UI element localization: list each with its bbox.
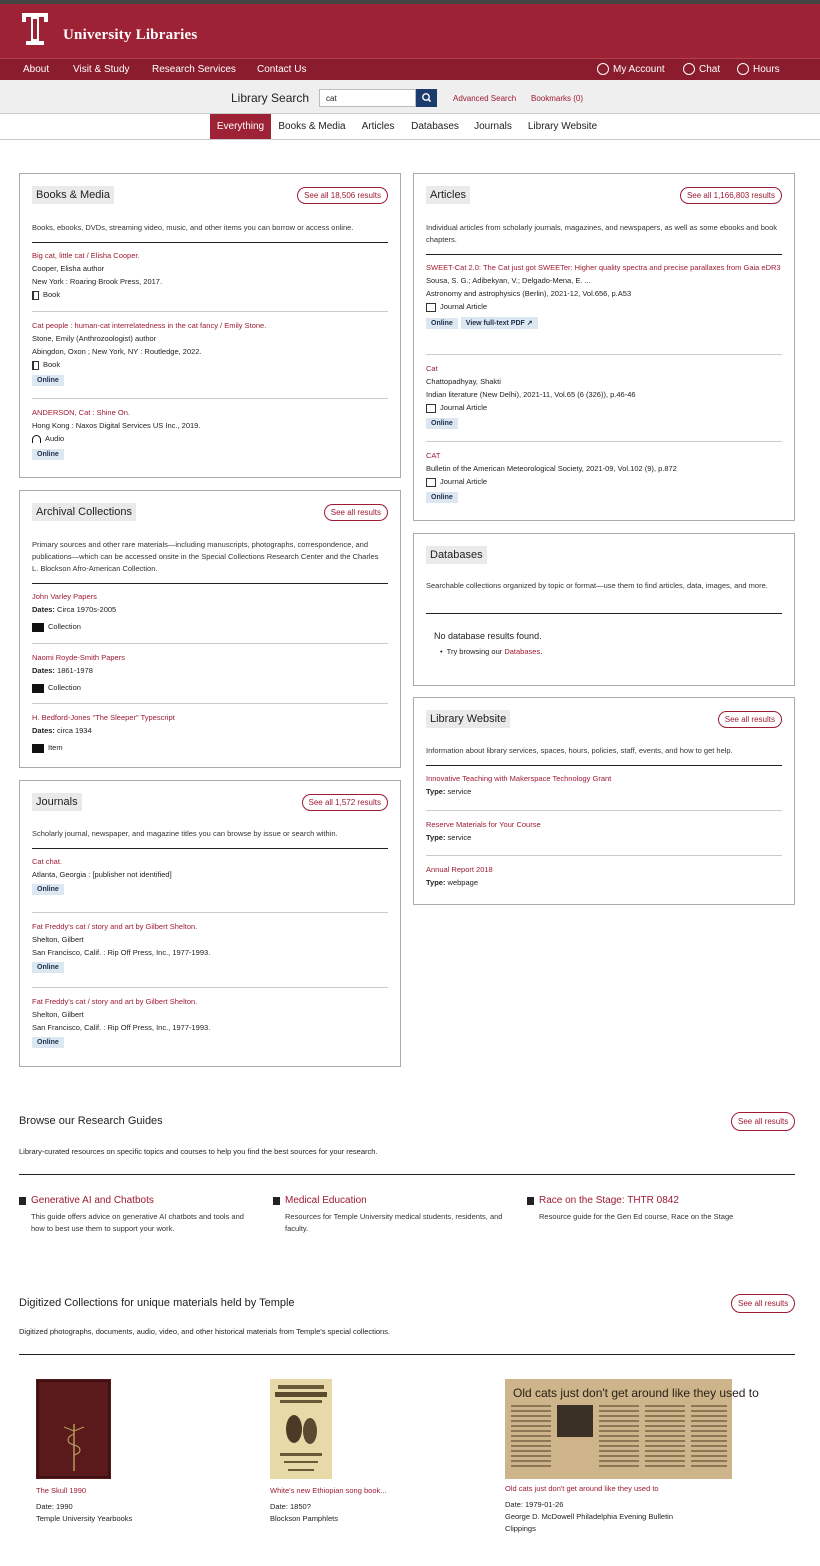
- digitized-title-link[interactable]: Old cats just don't get around like they used to: [505, 1484, 659, 1493]
- result-type: [426, 401, 782, 415]
- archive-box-icon: [32, 623, 44, 632]
- type-label: Type:: [426, 833, 446, 842]
- panel-divider: [426, 613, 782, 614]
- result-type-label: Collection: [48, 683, 81, 692]
- dates-value: 1861-1978: [57, 666, 93, 675]
- tab-books-media[interactable]: Books & Media: [278, 121, 346, 132]
- tab-journals[interactable]: Journals: [474, 121, 512, 132]
- hours-label: Hours: [753, 63, 780, 75]
- panel-title: Books & Media: [32, 186, 114, 204]
- online-badge[interactable]: Online: [32, 375, 64, 386]
- panel-divider: [32, 848, 388, 849]
- result-title-link[interactable]: Innovative Teaching with Makerspace Technology Grant: [426, 774, 612, 783]
- list-item: [426, 855, 782, 889]
- tab-library-website[interactable]: Library Website: [527, 121, 598, 132]
- result-title-link[interactable]: Naomi Royde-Smith Papers: [32, 653, 125, 662]
- tab-articles[interactable]: Articles: [361, 121, 395, 132]
- result-publisher: Indian literature (New Delhi), 2021-11, Vol.65 (6 (326)), p.46-46: [426, 390, 636, 399]
- journal-icon: [426, 404, 436, 413]
- browse-databases-hint: • Try browsing our Databases.: [440, 647, 543, 656]
- list-item: [426, 773, 782, 798]
- list-item: [426, 441, 782, 503]
- databases-link[interactable]: Databases: [504, 647, 541, 656]
- panel-title: Library Website: [426, 710, 510, 728]
- see-all-website-button[interactable]: See all results: [718, 711, 782, 728]
- list-item: [32, 856, 388, 895]
- result-dates: [32, 724, 388, 737]
- panel-description: Information about library services, spaces, hours, policies, staff, events, and how to get help.: [426, 746, 733, 755]
- digitized-collection: Blockson Pamphlets: [270, 1514, 338, 1523]
- list-item: [32, 311, 388, 386]
- chat-label: Chat: [699, 63, 721, 75]
- result-type: [32, 681, 388, 695]
- result-title-link[interactable]: Big cat, little cat / Elisha Cooper.: [32, 251, 140, 260]
- panel-description: Scholarly journal, newspaper, and magazine titles you can browse by issue or search within.: [32, 829, 338, 838]
- temple-t-logo-icon[interactable]: [22, 13, 48, 45]
- result-type: [426, 876, 782, 889]
- chat-link[interactable]: [683, 63, 720, 75]
- nav-research-services[interactable]: Research Services: [152, 64, 236, 75]
- tab-everything[interactable]: Everything: [210, 114, 271, 139]
- dates-label: Dates:: [32, 666, 55, 675]
- guide-title-label: Medical Education: [285, 1195, 367, 1206]
- digitized-collection: Temple University Yearbooks: [36, 1514, 133, 1523]
- research-guides-description: Library-curated resources on specific topics and courses to help you find the best sources for your research.: [19, 1147, 378, 1156]
- see-all-articles-button[interactable]: See all 1,166,803 results: [680, 187, 782, 204]
- result-publisher: Atlanta, Georgia : [publisher not identified]: [32, 870, 172, 879]
- library-website-panel: [413, 697, 795, 905]
- result-type: [32, 288, 388, 302]
- search-icon: [416, 89, 437, 107]
- result-type: [426, 785, 782, 798]
- result-type-label: Journal Article: [440, 302, 488, 311]
- online-badge[interactable]: Online: [32, 449, 64, 460]
- online-badge[interactable]: Online: [32, 962, 64, 973]
- digitized-title-link[interactable]: White's new Ethiopian song book...: [270, 1486, 387, 1495]
- archive-box-icon: [32, 744, 44, 753]
- see-all-guides-button[interactable]: See all results: [731, 1112, 795, 1131]
- result-author: Shelton, Gilbert: [32, 935, 84, 944]
- result-title-link[interactable]: Reserve Materials for Your Course: [426, 820, 541, 829]
- full-text-pdf-badge[interactable]: [461, 317, 538, 329]
- list-item: [32, 591, 388, 634]
- site-title[interactable]: University Libraries: [63, 27, 198, 43]
- list-item: [32, 643, 388, 695]
- result-publisher: Astronomy and astrophysics (Berlin), 2021-12, Vol.656, p.A53: [426, 289, 632, 298]
- pdf-label: View full-text PDF: [465, 320, 525, 327]
- result-title-link[interactable]: Cat: [426, 364, 438, 373]
- list-item: [32, 912, 388, 973]
- type-value: service: [447, 787, 472, 796]
- digitized-item: [36, 1379, 132, 1525]
- panel-divider: [426, 765, 782, 766]
- result-type: [426, 300, 782, 314]
- result-title-link[interactable]: Cat chat.: [32, 857, 63, 866]
- list-item: [426, 354, 782, 429]
- panel-description: Primary sources and other rare materials—including manuscripts, photographs, correspondence, and publications—which can be accessed onsite in the Special Collections Research Center and the Charles L. Blockson Afro-American Collection.: [32, 540, 379, 573]
- type-label: Type:: [426, 787, 446, 796]
- result-type: [426, 475, 782, 489]
- clipping-headline: Old cats just don't get around like they used to: [513, 1386, 759, 1400]
- bookmarks-link[interactable]: Bookmarks (0): [531, 94, 584, 103]
- list-item: [32, 398, 388, 460]
- guide-title-label: Race on the Stage: THTR 0842: [539, 1195, 679, 1206]
- type-label: Type:: [426, 878, 446, 887]
- result-type-label: Collection: [48, 622, 81, 631]
- digitized-date: Date: 1979-01-26: [505, 1500, 564, 1509]
- see-all-archival-button[interactable]: See all results: [324, 504, 388, 521]
- search-button[interactable]: [416, 89, 437, 107]
- result-type-label: Journal Article: [440, 477, 488, 486]
- panel-divider: [426, 254, 782, 255]
- guide-description: Resource guide for the Gen Ed course, Race on the Stage: [539, 1212, 734, 1221]
- archival-collections-panel: [19, 490, 401, 768]
- panel-description: Individual articles from scholarly journals, magazines, and newspapers, as well as some ebooks and book chapters.: [426, 223, 778, 244]
- hint-suffix: .: [540, 647, 543, 656]
- result-type-label: Book: [43, 290, 61, 299]
- guide-description: Resources for Temple University medical students, residents, and faculty.: [285, 1212, 503, 1233]
- no-results-message: No database results found.: [434, 631, 542, 641]
- hours-link[interactable]: [737, 63, 780, 75]
- nav-visit-study[interactable]: Visit & Study: [73, 64, 130, 75]
- main-nav: [0, 58, 820, 80]
- result-title-link[interactable]: John Varley Papers: [32, 592, 97, 601]
- result-type-label: Journal Article: [440, 403, 488, 412]
- result-title-link[interactable]: H. Bedford-Jones "The Sleeper" Typescript: [32, 713, 175, 722]
- search-input[interactable]: [319, 89, 416, 107]
- panel-title: Journals: [32, 793, 82, 811]
- guide-title-link[interactable]: [19, 1195, 249, 1206]
- results-tabs: [0, 114, 820, 140]
- databases-panel: [413, 533, 795, 686]
- books-media-panel: [19, 173, 401, 478]
- guide-icon: [19, 1197, 26, 1205]
- search-bar: [0, 80, 820, 114]
- research-guides-title: Browse our Research Guides: [19, 1115, 163, 1127]
- list-item: [32, 703, 388, 755]
- journals-panel: [19, 780, 401, 1067]
- panel-divider: [32, 583, 388, 584]
- digitized-date: Date: 1850?: [270, 1502, 311, 1511]
- hint-prefix: Try browsing our: [446, 647, 503, 656]
- tab-databases[interactable]: Databases: [411, 121, 459, 132]
- chat-bubble-icon: [683, 63, 695, 75]
- skull-yearbook-thumbnail[interactable]: [36, 1379, 111, 1479]
- guide-title-label: Generative AI and Chatbots: [31, 1195, 154, 1206]
- result-dates: [32, 664, 388, 677]
- section-divider: [19, 1354, 795, 1355]
- online-badge[interactable]: Online: [32, 1037, 64, 1048]
- articles-panel: [413, 173, 795, 521]
- online-badge[interactable]: Online: [426, 492, 458, 503]
- journal-icon: [426, 478, 436, 487]
- digitized-date: Date: 1990: [36, 1502, 73, 1511]
- result-type: [426, 831, 782, 844]
- result-publisher: San Francisco, Calif. : Rip Off Press, Inc., 1977-1993.: [32, 948, 211, 957]
- guide-card: [19, 1195, 249, 1235]
- see-all-books-button[interactable]: See all 18,506 results: [297, 187, 388, 204]
- result-type: [32, 741, 388, 755]
- digitized-collections-description: Digitized photographs, documents, audio, video, and other historical materials from Temple's special collections.: [19, 1327, 391, 1336]
- user-icon: [597, 63, 609, 75]
- result-author: Chattopadhyay, Shakti: [426, 377, 501, 386]
- panel-title: Archival Collections: [32, 503, 136, 521]
- result-author: Stone, Emily (Anthrozoologist) author: [32, 334, 157, 343]
- guide-title-link[interactable]: [527, 1195, 757, 1206]
- newspaper-clipping-thumbnail[interactable]: [505, 1379, 759, 1479]
- result-publisher: New York : Roaring Brook Press, 2017.: [32, 277, 163, 286]
- result-type: [32, 620, 388, 634]
- online-badge[interactable]: Online: [426, 418, 458, 429]
- result-title-link[interactable]: Fat Freddy's cat / story and art by Gilbert Shelton.: [32, 997, 198, 1006]
- result-publisher: Hong Kong : Naxos Digital Services US Inc., 2019.: [32, 421, 201, 430]
- result-title-link[interactable]: Fat Freddy's cat / story and art by Gilbert Shelton.: [32, 922, 198, 931]
- list-item: [426, 262, 782, 329]
- journal-icon: [426, 303, 436, 312]
- headphones-icon: [32, 435, 41, 443]
- type-value: service: [447, 833, 472, 842]
- result-dates: [32, 603, 388, 616]
- result-type: [32, 358, 388, 372]
- guide-card: [273, 1195, 503, 1235]
- guide-card: [527, 1195, 757, 1223]
- result-title-link[interactable]: Annual Report 2018: [426, 865, 493, 874]
- digitized-collections-title: Digitized Collections for unique materials held by Temple: [19, 1297, 295, 1309]
- panel-description: Books, ebooks, DVDs, streaming video, music, and other items you can borrow or access online.: [32, 223, 354, 232]
- result-title-link[interactable]: SWEET-Cat 2.0: The Cat just got SWEETer: Higher quality spectra and precise parallaxes from Gaia eDR3: [426, 263, 781, 272]
- digitized-title-link[interactable]: The Skull 1990: [36, 1486, 87, 1495]
- result-title-link[interactable]: ANDERSON, Cat : Shine On.: [32, 408, 130, 417]
- result-author: Cooper, Elisha author: [32, 264, 105, 273]
- panel-divider: [32, 242, 388, 243]
- guide-description: This guide offers advice on generative AI chatbots and tools and how to best use them to support your work.: [31, 1212, 244, 1233]
- panel-description: Searchable collections organized by topic or format—use them to find articles, data, images, and more.: [426, 581, 768, 590]
- result-title-link[interactable]: Cat people : human-cat interrelatedness in the cat fancy / Emily Stone.: [32, 321, 267, 330]
- guide-icon: [273, 1197, 280, 1205]
- result-type: [32, 432, 388, 446]
- nav-about[interactable]: About: [23, 64, 50, 75]
- dates-value: circa 1934: [57, 726, 92, 735]
- songbook-thumbnail[interactable]: [270, 1379, 332, 1479]
- result-publisher: Bulletin of the American Meteorological Society, 2021-09, Vol.102 (9), p.872: [426, 464, 677, 473]
- guide-icon: [527, 1197, 534, 1205]
- dates-value: Circa 1970s-2005: [57, 605, 117, 614]
- type-value: webpage: [447, 878, 478, 887]
- guide-title-link[interactable]: [273, 1195, 503, 1206]
- advanced-search-link[interactable]: Advanced Search: [453, 94, 517, 103]
- see-all-digitized-button[interactable]: See all results: [731, 1294, 795, 1313]
- result-title-link[interactable]: CAT: [426, 451, 441, 460]
- my-account-label: My Account: [613, 63, 665, 75]
- book-icon: [32, 361, 39, 370]
- archive-box-icon: [32, 684, 44, 693]
- list-item: [426, 810, 782, 844]
- result-type-label: Item: [48, 743, 63, 752]
- digitized-item: [270, 1379, 387, 1525]
- list-item: [32, 250, 388, 302]
- dates-label: Dates:: [32, 605, 55, 614]
- digitized-collection: George D. McDowell Philadelphia Evening Bulletin Clippings: [505, 1512, 674, 1533]
- digitized-item: [505, 1379, 759, 1535]
- result-type-label: Audio: [45, 434, 65, 443]
- online-badge[interactable]: Online: [426, 318, 458, 329]
- result-type-label: Book: [43, 360, 61, 369]
- dates-label: Dates:: [32, 726, 55, 735]
- external-link-icon: ↗: [526, 320, 533, 327]
- result-publisher: Abingdon, Oxon ; New York, NY : Routledge, 2022.: [32, 347, 202, 356]
- search-title: Library Search: [231, 91, 310, 105]
- section-divider: [19, 1174, 795, 1175]
- online-badge[interactable]: Online: [32, 884, 64, 895]
- result-author: Sousa, S. G.; Adibekyan, V.; Delgado-Mena, E. ...: [426, 276, 591, 285]
- book-icon: [32, 291, 39, 300]
- panel-title: Databases: [426, 546, 487, 564]
- result-author: Shelton, Gilbert: [32, 1010, 84, 1019]
- result-publisher: San Francisco, Calif. : Rip Off Press, Inc., 1977-1993.: [32, 1023, 211, 1032]
- my-account-link[interactable]: [597, 63, 665, 75]
- site-header: [0, 4, 820, 58]
- clock-icon: [737, 63, 749, 75]
- see-all-journals-button[interactable]: See all 1,572 results: [302, 794, 389, 811]
- nav-contact-us[interactable]: Contact Us: [257, 64, 307, 75]
- list-item: [32, 987, 388, 1048]
- panel-title: Articles: [426, 186, 470, 204]
